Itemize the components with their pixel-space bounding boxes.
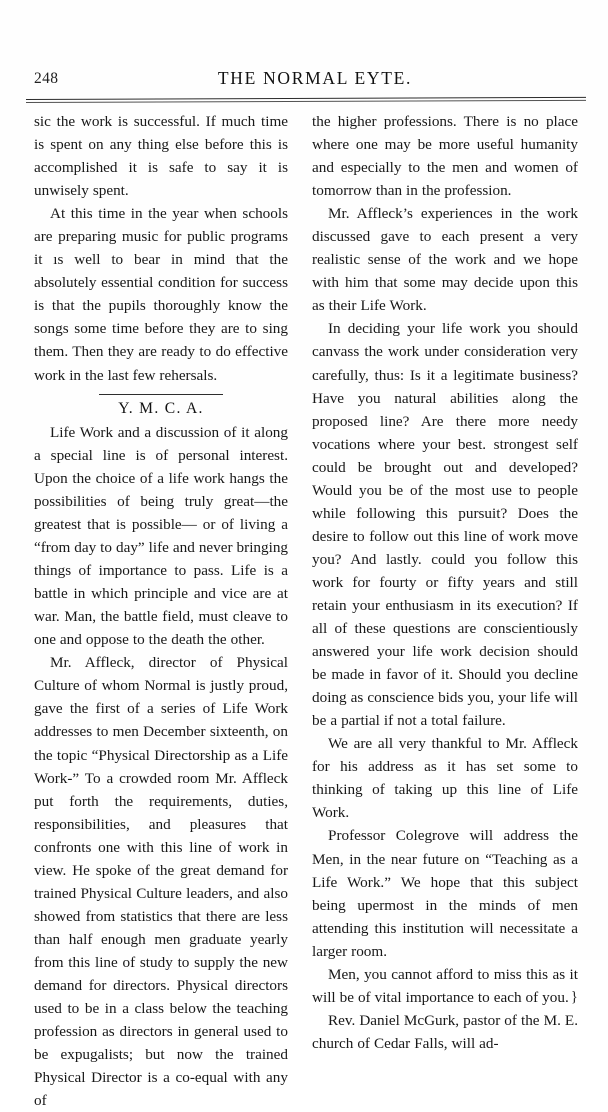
section-heading-ymca	[34, 394, 288, 418]
stray-brace-artifact: }	[570, 988, 578, 1005]
column-right	[312, 110, 578, 1055]
section-title-text: Y. M. C. A.	[118, 399, 204, 417]
body-columns	[0, 110, 608, 1110]
para-men-cannot-afford: Men, you cannot afford to miss this as it will be of vital importance to each of you.	[312, 965, 578, 1006]
para-affleck-address: Mr. Affleck, director of Physical Culture of whom Normal is justly proud, gave the first of a series of Life Work addresses to men December sixteenth, on the topic “Physical Directorship as a Life Work-” To a crowded room Mr. Affleck put forth the requirements, duties, responsibilities, and pleasures that confronts one with this line of work in view. He spoke of the great demand for trained Physical Culture leaders, and also showed from statistics that there are less than half enough men graduate yearly from this line of study to supply the new demand for directors. Physical directors used to be in a class below the teaching profession as directors in general used to be expugalists; but now the trained Physical Director is a co-equal with any of	[34, 654, 288, 1110]
header-double-rule	[26, 97, 586, 104]
para-colegrove: Professor Colegrove will address the Men, in the near future on “Teaching as a Life Work.” We hope that this subject being upermost in the minds of men attending this institution will necessitate a larger room.	[312, 827, 578, 960]
para-mcgurk: Rev. Daniel McGurk, pastor of the M. E. church of Cedar Falls, will ad-	[312, 1011, 578, 1052]
para-life-work-intro: Life Work and a discussion of it along a special line is of personal interest. Upon the choice of a life work hangs the possibilities of being truly great—the greatest that is possible— or of living a “from day to day” life and never bringing things of importance to pass. Life is a battle in which principle and vice are at war. Man, the battle field, must cleave to one and oppose to the death the other.	[34, 423, 289, 649]
page-number: 248	[34, 70, 59, 87]
para-thankful-affleck: We are all very thankful to Mr. Affleck for his address as it has set some to thinking of taking up this line of Life Work.	[312, 735, 578, 822]
para-preparing-music: At this time in the year when schools are preparing music for public programs it ıs well to bear in mind that the absolutely essential condition for success is that the pupils thoroughly know the songs some time before they are to sing them. Then they are ready to do effective work in the last few rehersals.	[34, 205, 288, 384]
publication-title: THE NORMAL EYTE.	[217, 68, 413, 88]
para-music-continued: sic the work is successful. If much time is spent on any thing else before this is accomplished it is safe to say it is unwisely spent.	[34, 113, 288, 200]
column-left	[34, 110, 288, 1112]
para-affleck-experiences: Mr. Affleck’s experiences in the work discussed gave to each present a very realistic sense of the work and we hope with him that some may decide upon this as their Life Work.	[312, 205, 578, 315]
para-higher-professions: the higher professions. There is no place where one may be more useful humanity and especially to the men and women of tomorrow than in the profession.	[312, 113, 578, 200]
para-deciding-life-work: In deciding your life work you should canvass the work under consideration very carefully, thus: Is it a legitimate business? Have you natural abilities along the proposed line? Are there more needy vocations where your best. strongest self could be brought out and developed? Would you be of the most use to people while following this pursuit? Does the desire to follow out this line of work move you? And lastly. could you follow this work for fourty or fifty years and still retain your enthusiasm in its execution? If all of these questions are conscientiously answered your life work decision should be made in favor of it. Should you decline doing as conscience bids you, your life will be a partial if not a total failure.	[312, 320, 578, 730]
running-head	[34, 68, 578, 94]
section-divider-rule	[99, 394, 223, 395]
